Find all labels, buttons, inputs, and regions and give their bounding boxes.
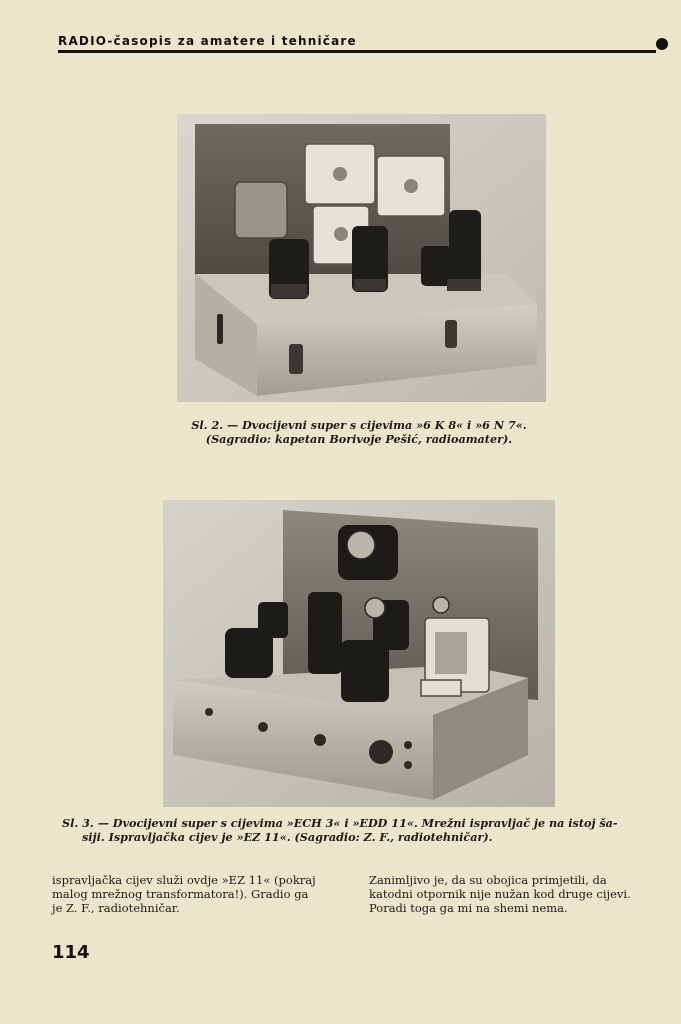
page-number: 114 [52, 942, 90, 963]
header-rule [58, 50, 656, 53]
body-left-line-1: ispravljačka cijev služi ovdje »EZ 11« (pokraj [52, 873, 316, 887]
body-column-left [52, 873, 354, 915]
body-left-line-2: malog mrežnog transformatora!). Gradio ga [52, 887, 309, 901]
radio-receiver-photo-2 [163, 500, 555, 807]
figure-2-caption-line-2: (Sagradio: kapetan Borivoje Pešić, radioamater). [205, 432, 513, 446]
radio-receiver-photo-1 [177, 114, 546, 402]
header-title: RADIO-časopis za amatere i tehničare [58, 34, 357, 48]
body-right-line-2: katodni otpornik nije nužan kod druge cijevi. [369, 887, 631, 901]
figure-2-caption [178, 418, 540, 446]
figure-3-caption-line-1: Sl. 3. — Dvocijevni super s cijevima »ECH 3« i »EDD 11«. Mrežni ispravljač je na istoj ša- [62, 816, 618, 830]
running-header [58, 34, 668, 54]
body-left-line-3: je Z. F., radiotehničar. [52, 901, 180, 915]
header-bullet [656, 38, 668, 50]
figure-2-caption-line-1: Sl. 2. — Dvocijevni super s cijevima »6 K 8« i »6 N 7«. [191, 418, 527, 432]
figure-3-caption [62, 816, 672, 844]
figure-3-caption-line-2: siji. Ispravljačka cijev je »EZ 11«. (Sagradio: Z. F., radiotehničar). [82, 830, 493, 844]
body-column-right [369, 873, 671, 915]
body-right-line-1: Zanimljivo je, da su obojica primjetili, da [369, 873, 607, 887]
body-right-line-3: Poradi toga ga mi na shemi nema. [369, 901, 568, 915]
receiver-photo-2-drawing [163, 500, 555, 807]
receiver-photo-1-drawing [177, 114, 546, 402]
